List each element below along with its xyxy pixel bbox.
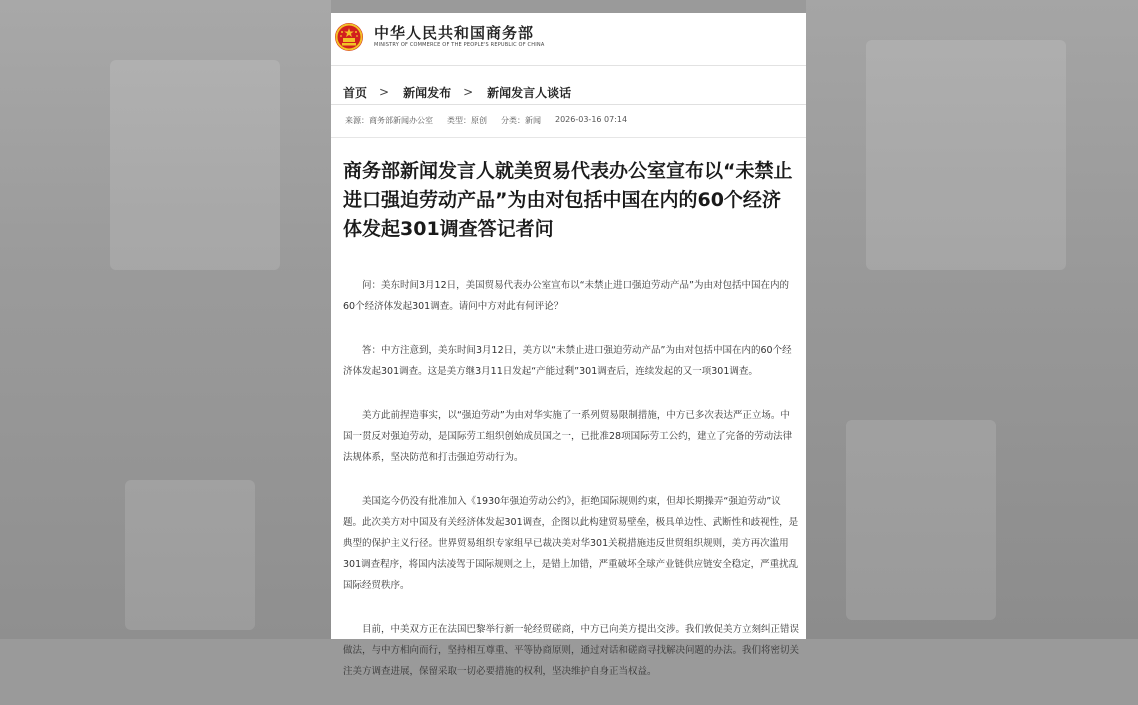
meta-category: 分类：新闻 bbox=[501, 116, 541, 125]
chevron-right-icon: > bbox=[463, 85, 474, 99]
backdrop-blur-block bbox=[125, 480, 255, 630]
chevron-right-icon: > bbox=[379, 85, 390, 99]
breadcrumb-spokesperson[interactable]: 新闻发言人谈话 bbox=[487, 85, 572, 100]
breadcrumb-home[interactable]: 首页 bbox=[343, 85, 368, 100]
article-paragraph: 目前，中美双方正在法国巴黎举行新一轮经贸磋商，中方已向美方提出交涉。我们敦促美方立刻纠正错误做法，与中方相向而行，坚持相互尊重、平等协商原则，通过对话和磋商寻找解决问题的办法。我们将密切关注美方调查进展，保留采取一切必要措施的权利，坚决维护自身正当权益。 bbox=[343, 624, 800, 677]
backdrop-blur-block bbox=[866, 40, 1066, 270]
backdrop-blur-block bbox=[846, 420, 996, 620]
breadcrumb-divider bbox=[331, 104, 806, 105]
header-divider bbox=[331, 65, 806, 66]
backdrop-blur-block bbox=[110, 60, 280, 270]
backdrop-left bbox=[0, 0, 331, 639]
org-name-cn[interactable]: 中华人民共和国商务部 bbox=[374, 24, 535, 42]
article-title: 商务部新闻发言人就美贸易代表办公室宣布以“未禁止进口强迫劳动产品”为由对包括中国在内的60个经济体发起301调查答记者问 bbox=[343, 160, 793, 240]
article-paragraph: 答：中方注意到，美东时间3月12日，美方以“未禁止进口强迫劳动产品”为由对包括中国在内的60个经济体发起301调查。这是美方继3月11日发起“产能过剩”301调查后，连续发起的又一项301调查。 bbox=[343, 345, 792, 377]
org-name-en: MINISTRY OF COMMERCE OF THE PEOPLE'S REPUBLIC OF CHINA bbox=[374, 42, 545, 48]
backdrop-right bbox=[806, 0, 1138, 639]
article-paragraph: 美国迄今仍没有批准加入《1930年强迫劳动公约》，拒绝国际规则约束，但却长期操弄“强迫劳动”议题。此次美方对中国及有关经济体发起301调查，企图以此构建贸易壁垒，极具单边性、武断性和歧视性，是典型的保护主义行径。世界贸易组织专家组早已裁决美对华301关税措施违反世贸组织规则，美方再次滥用301调查程序，将国内法凌驾于国际规则之上，是错上加错，严重破坏全球产业链供应链安全稳定，严重扰乱国际经贸秩序。 bbox=[343, 496, 799, 591]
national-emblem-icon[interactable] bbox=[334, 21, 364, 53]
meta-datetime: 2026-03-16 07:14 bbox=[555, 115, 628, 124]
article-paragraph: 问：美东时间3月12日，美国贸易代表办公室宣布以“未禁止进口强迫劳动产品”为由对包括中国在内的60个经济体发起301调查。请问中方对此有何评论？ bbox=[343, 280, 789, 312]
meta-source: 来源：商务部新闻办公室 bbox=[345, 116, 433, 125]
article-meta bbox=[345, 115, 627, 127]
breadcrumb-news[interactable]: 新闻发布 bbox=[403, 85, 452, 100]
breadcrumb bbox=[343, 83, 571, 101]
article-body bbox=[343, 275, 799, 705]
meta-type: 类型：原创 bbox=[447, 116, 487, 125]
article-page bbox=[331, 13, 806, 677]
site-header bbox=[331, 13, 806, 65]
meta-divider bbox=[331, 137, 806, 138]
article-paragraph: 美方此前捏造事实，以“强迫劳动”为由对华实施了一系列贸易限制措施，中方已多次表达严正立场。中国一贯反对强迫劳动，是国际劳工组织创始成员国之一，已批准28项国际劳工公约，建立了完备的劳动法律法规体系，坚决防范和打击强迫劳动行为。 bbox=[343, 410, 793, 463]
